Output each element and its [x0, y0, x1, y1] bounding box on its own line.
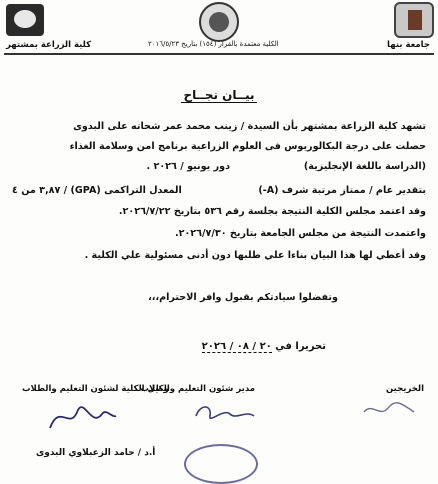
- body-line-7: وقد أعطي لها هذا البيان بناءا علي طلبها دون أدنى مسئولية علي الكلية .: [84, 250, 426, 261]
- director-signature: [190, 400, 260, 426]
- body-line-4-grade: بتقدير عام / ممتاز مرتبة شرف (A-): [258, 185, 426, 196]
- signature-title-vice-dean: وكيل الكلية لشئون التعليم والطلاب: [22, 384, 169, 394]
- body-line-5: وقد اعتمد مجلس الكلية النتيجة بجلسة رقم ٥٣٦ بتاريخ ٢٠٢٦/٧/٢٢.: [118, 206, 426, 217]
- university-logo: [394, 2, 434, 38]
- vice-dean-signature: [40, 398, 120, 438]
- body-line-2: حصلت على درجة البكالوريوس فى العلوم الزراعية برنامج امن وسلامة الغذاء: [69, 141, 426, 152]
- body-line-4-gpa: المعدل التراكمى (GPA) / ٣,٨٧ من ٤: [12, 185, 182, 196]
- closing-line: وتفضلوا سيادتكم بقبول وافر الاحترام،،،: [148, 292, 338, 303]
- header-divider: [4, 53, 434, 55]
- accreditation-note: الكلية معتمدة بالقرار (١٥٤) بتاريخ ٢٠١٦/٥/٢٣: [148, 40, 279, 48]
- issue-date: [202, 341, 326, 352]
- document-title: بيــان نجــاح: [183, 88, 255, 102]
- accreditation-seal-logo: [199, 2, 239, 42]
- graduates-signature: [360, 398, 420, 420]
- signature-title-graduates: الخريجين: [386, 384, 424, 394]
- issue-date-label: تحريرا في: [275, 341, 326, 352]
- faculty-name: كلية الزراعة بمشتهر: [6, 40, 92, 50]
- body-line-1: تشهد كلية الزراعة بمشتهر بأن السيدة / زينب محمد عمر شحاته على البدوى: [73, 121, 426, 132]
- issue-date-value: ٢٠ / ٠٨ / ٢٠٢٦: [201, 341, 272, 352]
- official-stamp: [184, 444, 258, 484]
- body-line-6: واعتمدت النتيجة من مجلس الجامعة بتاريخ ٢٠٢٦/٧/٣٠.: [174, 228, 426, 239]
- faculty-logo: [6, 4, 44, 36]
- body-line-3-program: (الدراسة باللغة الإنجليزية): [303, 161, 426, 172]
- signature-title-director: مدير شئون التعليم والطلاب: [140, 384, 255, 394]
- university-name: جامعة بنها: [387, 40, 430, 50]
- vice-dean-name: أ.د / حامد الزعبلاوي البدوى: [36, 448, 156, 458]
- body-line-3-term: دور يونيو / ٢٠٢٦ .: [146, 161, 230, 172]
